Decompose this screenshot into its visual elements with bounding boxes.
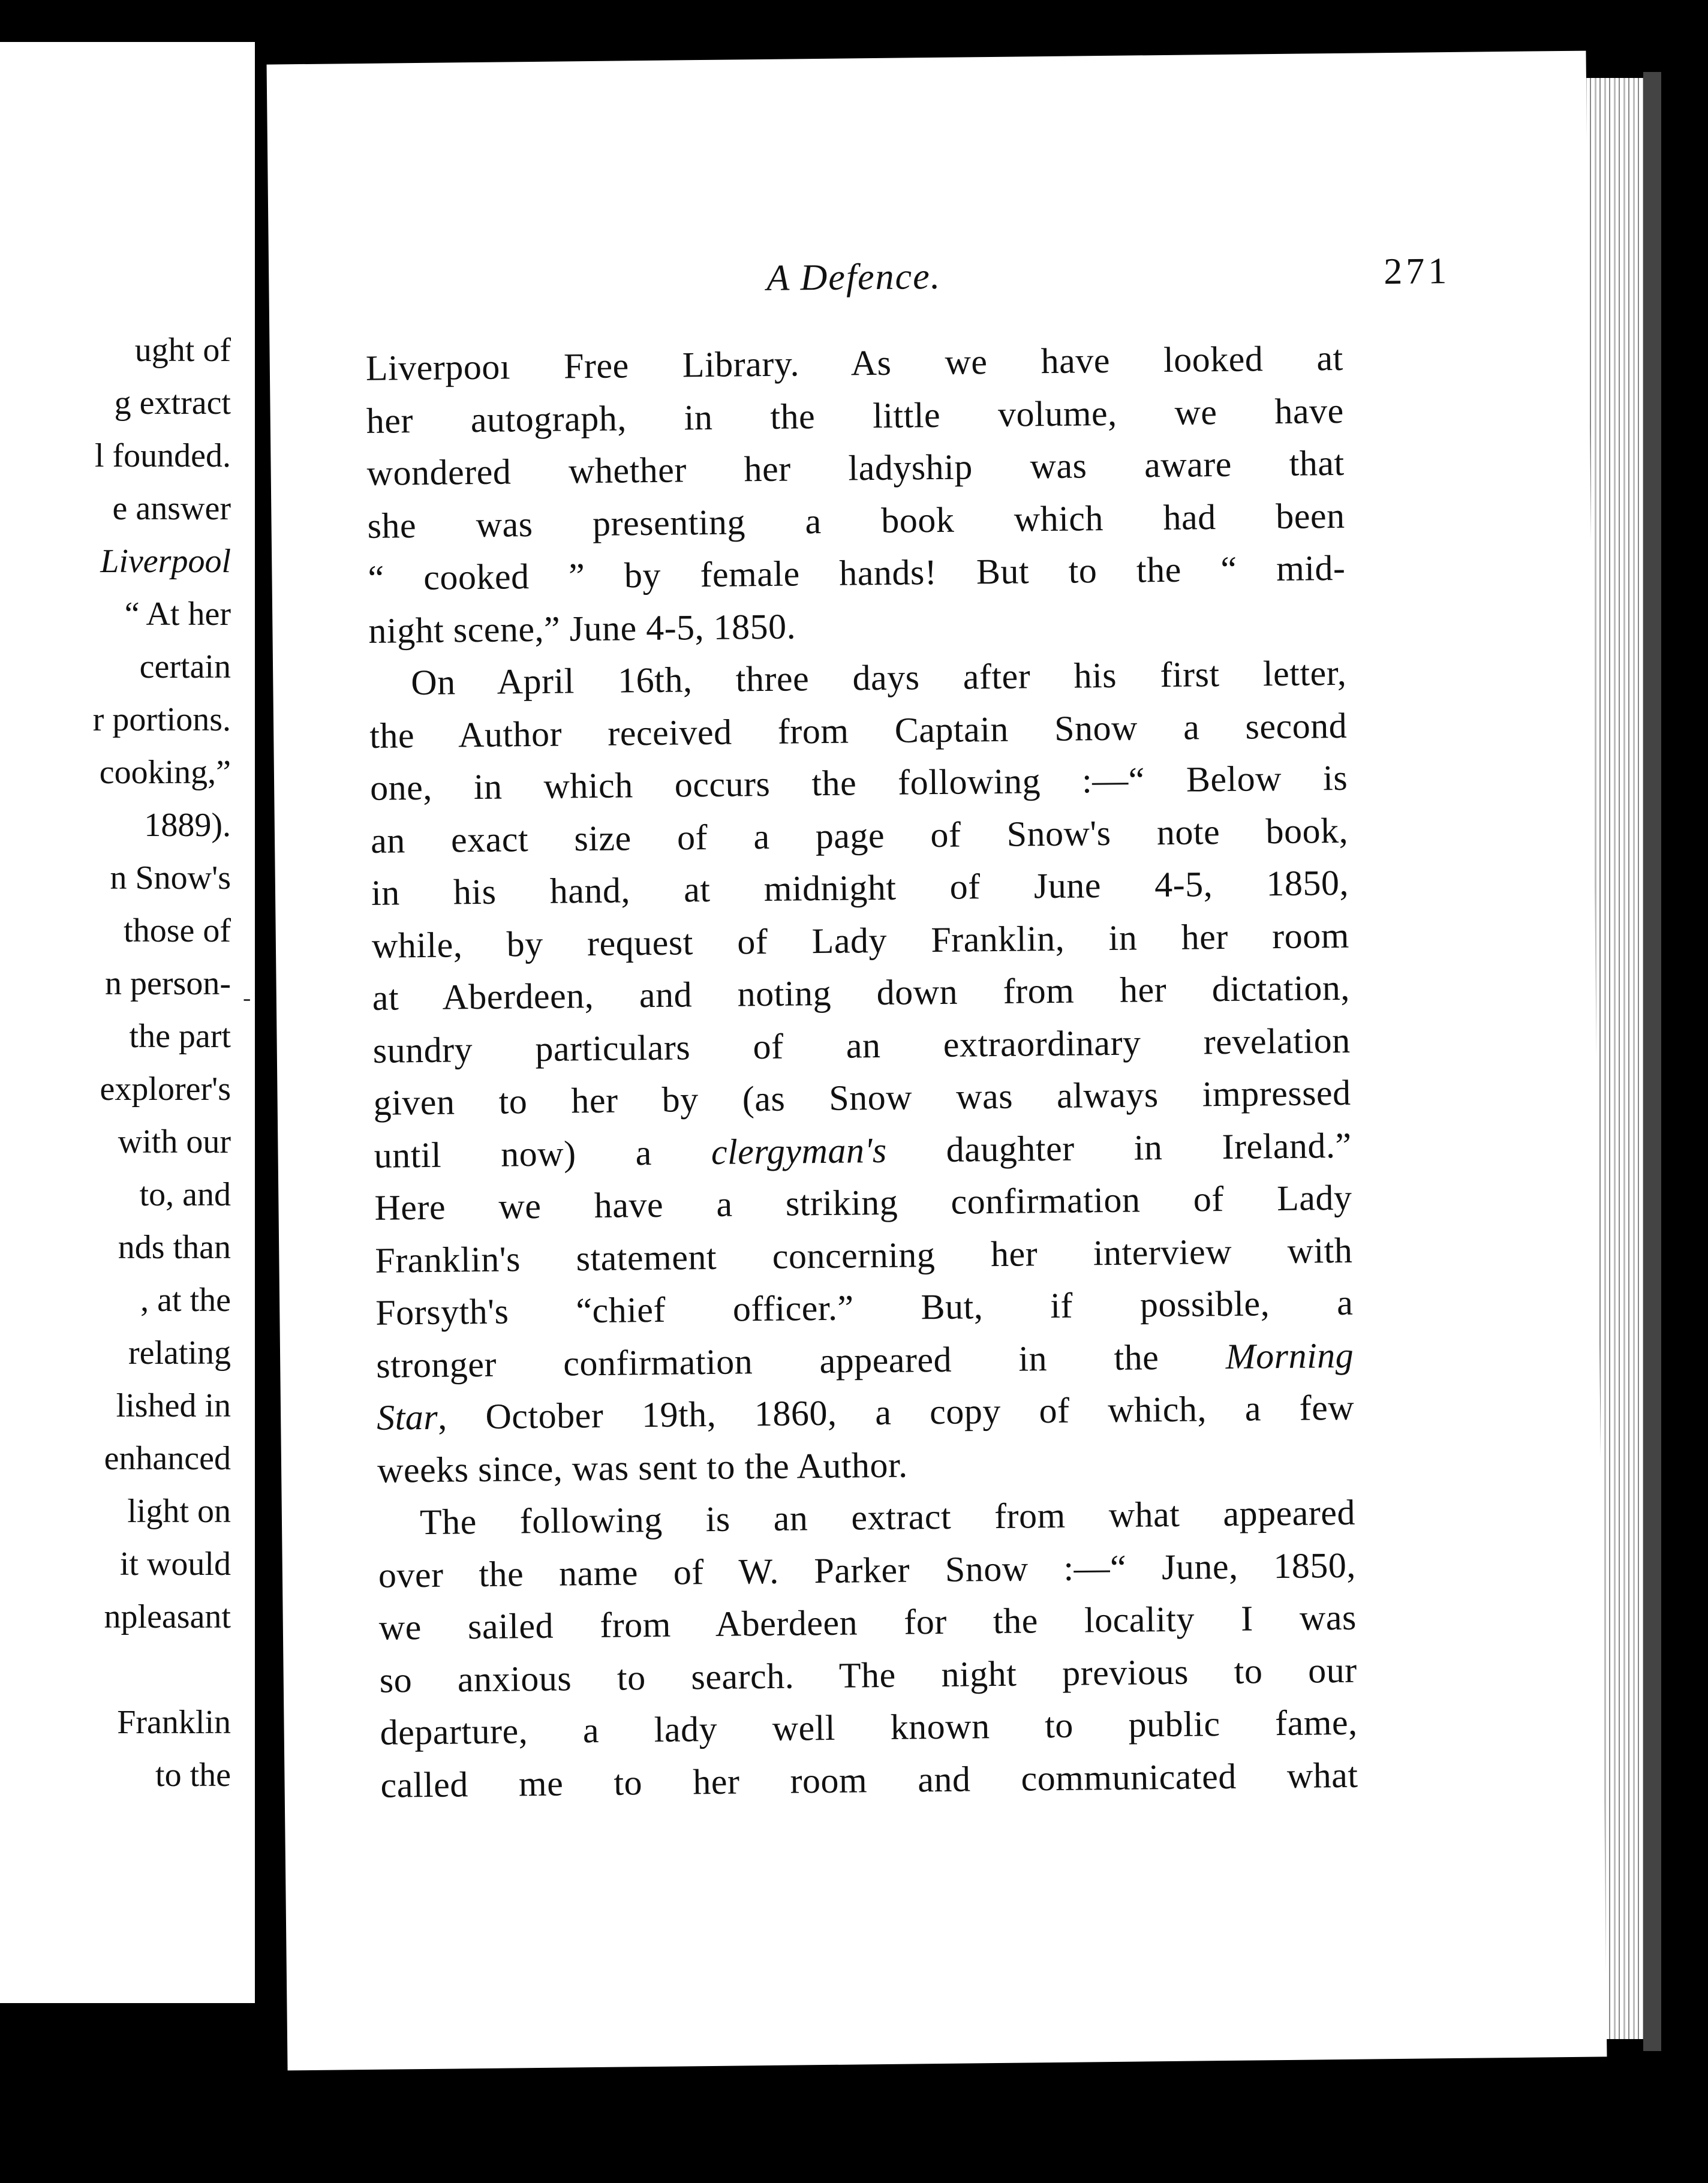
left-page-line: to, and xyxy=(139,1176,231,1213)
left-page-line: to the xyxy=(155,1757,231,1794)
italic-text: Star xyxy=(376,1397,438,1438)
text-line: given to her by (as Snow was always impressed xyxy=(373,1072,1351,1123)
left-page-line: n person- xyxy=(105,965,231,1002)
left-page-line: relating xyxy=(128,1334,231,1372)
text-line: an exact size of a page of Snow's note book, xyxy=(370,810,1349,861)
text-line: sundry particulars of an extraordinary revelation xyxy=(372,1020,1351,1071)
left-page-line: the part xyxy=(129,1018,231,1055)
text-line xyxy=(377,1382,1355,1445)
left-page-line: npleasant xyxy=(104,1598,231,1635)
left-page-line: Franklin xyxy=(117,1704,231,1741)
right-page xyxy=(267,51,1607,2071)
left-page-line: , at the xyxy=(140,1282,231,1319)
text-line: weeks since, was sent to the Author. xyxy=(377,1445,908,1490)
text-line: The following is an extract from what appeared xyxy=(419,1492,1356,1542)
gutter-mark: - xyxy=(243,984,251,1011)
left-page xyxy=(0,42,255,2003)
left-page-line: n Snow's xyxy=(110,859,231,897)
text-line: one, in which occurs the following :—“ Below is xyxy=(369,757,1348,808)
text-line: while, by request of Lady Franklin, in her room xyxy=(371,915,1350,966)
italic-text: clergyman's xyxy=(711,1130,887,1172)
left-page-line: enhanced xyxy=(104,1440,231,1477)
text-line: On April 16th, three days after his first letter, xyxy=(411,653,1347,703)
left-page-line: r portions. xyxy=(92,701,231,738)
left-page-line: Liverpool xyxy=(100,543,231,580)
left-page-line: 1889). xyxy=(144,807,231,844)
text-line: Franklin's statement concerning her interview with xyxy=(375,1230,1353,1280)
text-line: night scene,” June 4-5, 1850. xyxy=(368,606,796,651)
book-edge xyxy=(1643,72,1661,2051)
left-page-line: g extract xyxy=(114,384,231,422)
text-segment: until now) a xyxy=(374,1132,712,1175)
text-line: departure, a lady well known to public fame, xyxy=(380,1702,1358,1752)
text-segment: stronger confirmation appeared in the xyxy=(375,1336,1226,1385)
body-text xyxy=(365,332,1358,1812)
text-line: in his hand, at midnight of June 4-5, 1850, xyxy=(371,862,1349,913)
text-line: at Aberdeen, and noting down from her dictation, xyxy=(372,967,1351,1018)
left-page-line: light on xyxy=(127,1493,231,1530)
text-line: “ cooked ” by female hands! But to the “ mid- xyxy=(368,548,1346,598)
text-line: wondered whether her ladyship was aware that xyxy=(366,443,1345,493)
text-segment: , October 19th, 1860, a copy of which, a few xyxy=(437,1387,1355,1437)
page-number: 271 xyxy=(1383,250,1451,293)
running-head xyxy=(269,249,1588,299)
left-page-line: it would xyxy=(119,1545,231,1583)
text-segment: daughter in Ireland.” xyxy=(886,1125,1352,1170)
left-page-line: lished in xyxy=(116,1387,231,1424)
text-line xyxy=(376,1329,1354,1392)
text-line: so anxious to search. The night previous to our xyxy=(379,1650,1358,1700)
left-page-line: explorer's xyxy=(100,1071,231,1108)
text-line: Liverpooı Free Library. As we have looked at xyxy=(365,338,1344,388)
left-page-line: nds than xyxy=(118,1229,231,1266)
text-line xyxy=(374,1119,1352,1182)
text-line: the Author received from Captain Snow a second xyxy=(369,705,1348,756)
left-page-line: with our xyxy=(118,1123,231,1160)
text-line: her autograph, in the little volume, we have xyxy=(366,390,1345,441)
text-line: Here we have a striking confirmation of Lady xyxy=(374,1177,1352,1228)
left-page-line: certain xyxy=(139,648,231,685)
left-page-line: l founded. xyxy=(94,437,231,474)
left-page-line: those of xyxy=(124,912,231,949)
left-page-line: e answer xyxy=(112,490,231,527)
left-page-line: “ At her xyxy=(124,596,231,633)
italic-text: Morning xyxy=(1225,1335,1354,1376)
text-line: called me to her room and communicated what xyxy=(380,1755,1358,1805)
left-page-line: cooking,” xyxy=(99,754,231,791)
text-line: we sailed from Aberdeen for the locality I was xyxy=(378,1597,1357,1647)
left-page-line: ught of xyxy=(134,332,231,369)
text-line: over the name of W. Parker Snow :—“ June, 1850, xyxy=(378,1545,1357,1595)
text-line: she was presenting a book which had been xyxy=(367,495,1345,546)
text-line: Forsyth's “chief officer.” But, if possible, a xyxy=(375,1282,1354,1333)
running-title: A Defence. xyxy=(766,255,942,299)
